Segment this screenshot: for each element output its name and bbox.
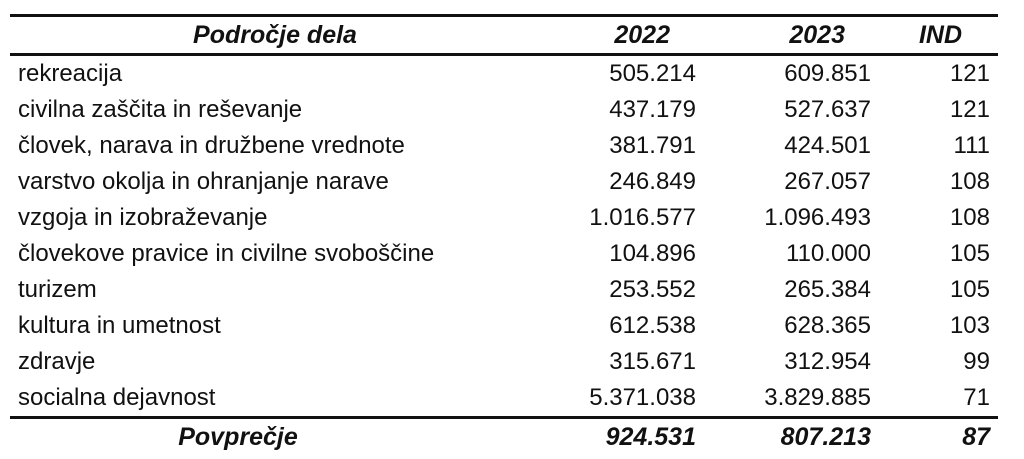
cell-value-2022: 246.849: [609, 168, 696, 195]
cell-area: socialna dejavnost: [18, 384, 216, 411]
cell-value-ind: 103: [949, 312, 990, 339]
cell-value-ind: 105: [949, 276, 990, 303]
cell-value-ind: 108: [949, 204, 990, 231]
cell-area: turizem: [18, 276, 97, 303]
cell-area: zdravje: [18, 348, 96, 375]
table-row: [10, 128, 998, 164]
footer-row: [10, 418, 998, 456]
cell-value-2023: 628.365: [784, 312, 871, 339]
cell-value-2023: 267.057: [784, 168, 871, 195]
cell-value-2023: 110.000: [786, 240, 871, 267]
cell-value-2022: 1.016.577: [589, 204, 696, 231]
table-footer: [10, 418, 998, 456]
cell-area: civilna zaščita in reševanje: [18, 96, 303, 123]
cell-value-2023: 527.637: [784, 96, 871, 123]
cell-area: kultura in umetnost: [18, 312, 221, 339]
cell-value-2022: 505.214: [609, 60, 696, 87]
cell-value-2022: 315.671: [609, 348, 696, 375]
cell-value-2023: 312.954: [784, 348, 871, 375]
cell-area: rekreacija: [18, 60, 123, 87]
footer-value-2023: 807.213: [700, 418, 875, 456]
data-table-container: [10, 14, 998, 455]
cell-value-2022: 612.538: [609, 312, 696, 339]
cell-value-2023: 424.501: [784, 132, 871, 159]
footer-label: Povprečje: [10, 418, 540, 456]
cell-value-ind: 108: [949, 168, 990, 195]
cell-value-2023: 609.851: [784, 60, 871, 87]
table-row: [10, 308, 998, 344]
data-table: [10, 14, 998, 455]
cell-value-2023: 3.829.885: [764, 384, 871, 411]
cell-value-2023: 1.096.493: [764, 204, 871, 231]
cell-value-ind: 121: [949, 96, 990, 123]
cell-value-2023: 265.384: [784, 276, 871, 303]
cell-area: človek, narava in družbene vrednote: [18, 132, 405, 159]
table-row: [10, 164, 998, 200]
footer-value-ind: 87: [875, 418, 998, 456]
header-row: [10, 16, 998, 55]
footer-value-2022: 924.531: [540, 418, 700, 456]
table-row: [10, 236, 998, 272]
table-row: [10, 272, 998, 308]
cell-area: človekove pravice in civilne svoboščine: [18, 240, 435, 267]
column-header-2023: 2023: [700, 16, 875, 55]
cell-value-ind: 71: [963, 384, 990, 411]
table-row: [10, 380, 998, 418]
cell-value-2022: 5.371.038: [589, 384, 696, 411]
table-row: [10, 55, 998, 93]
table-row: [10, 92, 998, 128]
column-header-ind: IND: [875, 16, 998, 55]
cell-value-2022: 104.896: [609, 240, 696, 267]
cell-area: vzgoja in izobraževanje: [18, 204, 268, 231]
cell-value-ind: 105: [949, 240, 990, 267]
column-header-2022: 2022: [540, 16, 700, 55]
table-header: [10, 16, 998, 55]
cell-value-ind: 99: [963, 348, 990, 375]
table-body: [10, 55, 998, 418]
cell-area: varstvo okolja in ohranjanje narave: [18, 168, 389, 195]
cell-value-2022: 437.179: [609, 96, 696, 123]
cell-value-ind: 121: [949, 60, 990, 87]
table-row: [10, 344, 998, 380]
column-header-area: Področje dela: [10, 16, 540, 55]
cell-value-2022: 381.791: [609, 132, 696, 159]
table-row: [10, 200, 998, 236]
cell-value-ind: 111: [953, 132, 990, 159]
cell-value-2022: 253.552: [609, 276, 696, 303]
